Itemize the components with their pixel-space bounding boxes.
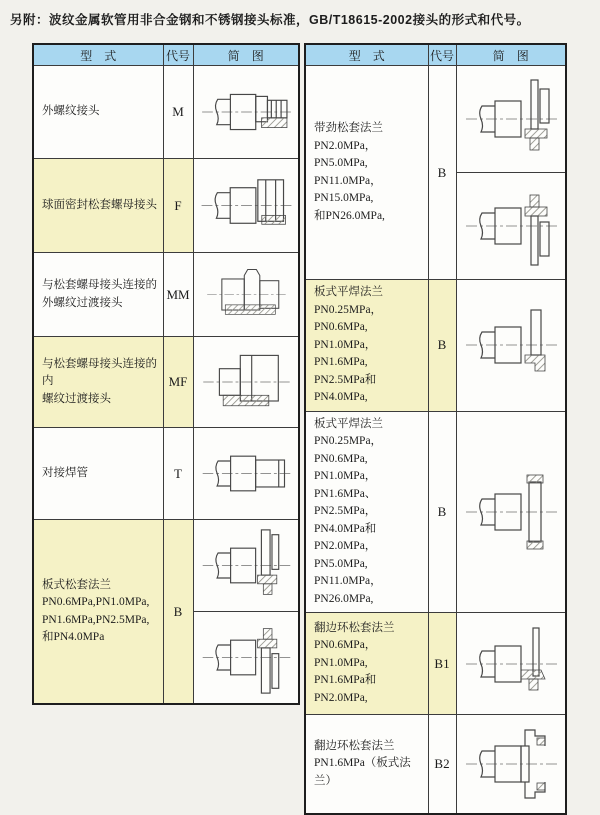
table-row	[305, 715, 566, 815]
fitting-diagram-swivel-nut-icon	[196, 166, 296, 245]
type-line: PN1.6MPa（板式法兰）	[314, 757, 411, 787]
tables-container	[32, 43, 567, 815]
type-line: PN2.5MPa，PN4.0MPa和	[314, 505, 377, 535]
header-row	[305, 44, 566, 66]
fitting-diagram-nipple-hex-icon	[196, 260, 296, 329]
type-cell	[33, 428, 163, 520]
diagram-cell	[193, 428, 299, 520]
type-line: PN2.5MPa和PN4.0MPa,	[314, 373, 377, 403]
diagram-cell	[193, 159, 299, 253]
type-cell	[305, 66, 428, 280]
type-line: 板式平焊法兰	[314, 417, 383, 430]
type-line: 外螺纹过渡接头	[42, 296, 123, 309]
fitting-diagram-neck-flange-up-icon	[461, 79, 561, 159]
diagram-cell	[193, 520, 299, 612]
type-line: 外螺纹接头	[42, 105, 100, 118]
table-row	[33, 159, 299, 253]
type-cell	[33, 159, 163, 253]
col-header-type: 型 式	[305, 44, 428, 66]
type-cell	[305, 411, 428, 613]
col-header-diagram: 简 图	[193, 44, 299, 66]
table-row	[33, 520, 299, 612]
type-cell	[305, 613, 428, 715]
type-line: 和PN26.0MPa,	[314, 209, 385, 222]
type-line: PN1.0MPa，PN1.6MPa、	[314, 470, 377, 500]
code-cell: F	[163, 159, 193, 253]
type-line: 板式平焊法兰	[314, 286, 383, 298]
code-cell: B1	[428, 613, 456, 715]
type-cell	[33, 337, 163, 428]
type-line: PN11.0MPa，PN26.0MPa,	[314, 575, 382, 605]
code-cell: MM	[163, 253, 193, 337]
type-line: 带劲松套法兰	[314, 122, 383, 134]
fitting-diagram-plate-flange-down-icon	[196, 619, 296, 696]
code-cell: T	[163, 428, 193, 520]
col-header-type: 型 式	[33, 44, 163, 66]
diagram-cell	[193, 612, 299, 705]
code-cell: B2	[428, 715, 456, 815]
page-title: 另附：波纹金属软管用非合金钢和不锈钢接头标准，GB/T18615-2002接头的形式和代号。	[10, 13, 530, 27]
type-line: 螺纹过渡接头	[42, 392, 111, 405]
code-cell: MF	[163, 337, 193, 428]
diagram-cell	[456, 280, 566, 412]
type-line: 翻边环松套法兰	[314, 739, 395, 752]
code-cell: B	[163, 520, 193, 705]
col-header-code: 代号	[428, 44, 456, 66]
type-line: PN11.0MPa，PN15.0MPa,	[314, 174, 382, 204]
header-row	[33, 44, 299, 66]
type-line: PN0.6MPa,PN1.0MPa,	[42, 596, 150, 608]
type-line: PN2.0MPa，PN5.0MPa,	[314, 139, 377, 169]
type-cell	[305, 280, 428, 412]
type-line: PN0.25MPa，PN0.6MPa,	[314, 303, 383, 333]
table-row	[33, 337, 299, 428]
code-cell: B	[428, 411, 456, 613]
type-line: PN0.25MPa，PN0.6MPa,	[314, 435, 383, 465]
diagram-cell	[456, 715, 566, 815]
type-line: 与松套螺母接头连接的	[42, 279, 157, 291]
type-line: PN1.0MPa，PN1.6MPa,	[314, 338, 377, 368]
table-row	[33, 253, 299, 337]
type-cell	[33, 253, 163, 337]
fitting-diagram-male-thread-icon	[196, 73, 296, 151]
diagram-cell	[193, 253, 299, 337]
table-row	[305, 613, 566, 715]
table-row	[33, 428, 299, 520]
type-line: 翻边环松套法兰	[314, 621, 395, 634]
col-header-code: 代号	[163, 44, 193, 66]
diagram-cell	[193, 66, 299, 159]
diagram-cell	[193, 337, 299, 428]
fitting-diagram-neck-flange-down-icon	[461, 186, 561, 266]
fitting-diagram-lap-flange-b1-icon	[461, 624, 561, 704]
type-line: PN2.0MPa，PN5.0MPa,	[314, 540, 377, 570]
type-line: PN0.6MPa，PN1.0MPa,	[314, 639, 377, 669]
diagram-cell	[456, 66, 566, 173]
code-cell: B	[428, 280, 456, 412]
fitting-diagram-adapter-female-icon	[196, 344, 296, 420]
fitting-diagram-butt-weld-icon	[196, 435, 296, 512]
fitting-diagram-weld-flange-up-icon	[461, 305, 561, 385]
diagram-cell	[456, 613, 566, 715]
col-header-diagram: 简 图	[456, 44, 566, 66]
type-cell	[305, 715, 428, 815]
fittings-table-left	[32, 43, 300, 705]
type-line: 对接焊管	[42, 466, 88, 479]
type-line: 板式松套法兰	[42, 578, 111, 591]
type-line: 球面密封松套螺母接头	[42, 198, 157, 211]
type-line: 与松套螺母接头连接的内	[42, 357, 157, 388]
code-cell: M	[163, 66, 193, 159]
type-cell	[33, 520, 163, 705]
diagram-cell	[456, 173, 566, 280]
fittings-table-right	[304, 43, 567, 815]
code-cell: B	[428, 66, 456, 280]
table-row	[305, 66, 566, 173]
type-line: 和PN4.0MPa	[42, 631, 105, 643]
diagram-cell	[456, 411, 566, 613]
table-row	[305, 411, 566, 613]
fitting-diagram-plate-flange-up-icon	[196, 527, 296, 604]
table-row	[305, 280, 566, 412]
type-cell	[33, 66, 163, 159]
fitting-diagram-weld-flange-both-icon	[461, 472, 561, 552]
table-row	[33, 66, 299, 159]
type-line: PN1.6MPa,PN2.5MPa,	[42, 613, 150, 626]
fitting-diagram-lap-flange-b2-icon	[461, 724, 561, 804]
type-line: PN1.6MPa和PN2.0MPa,	[314, 674, 377, 704]
